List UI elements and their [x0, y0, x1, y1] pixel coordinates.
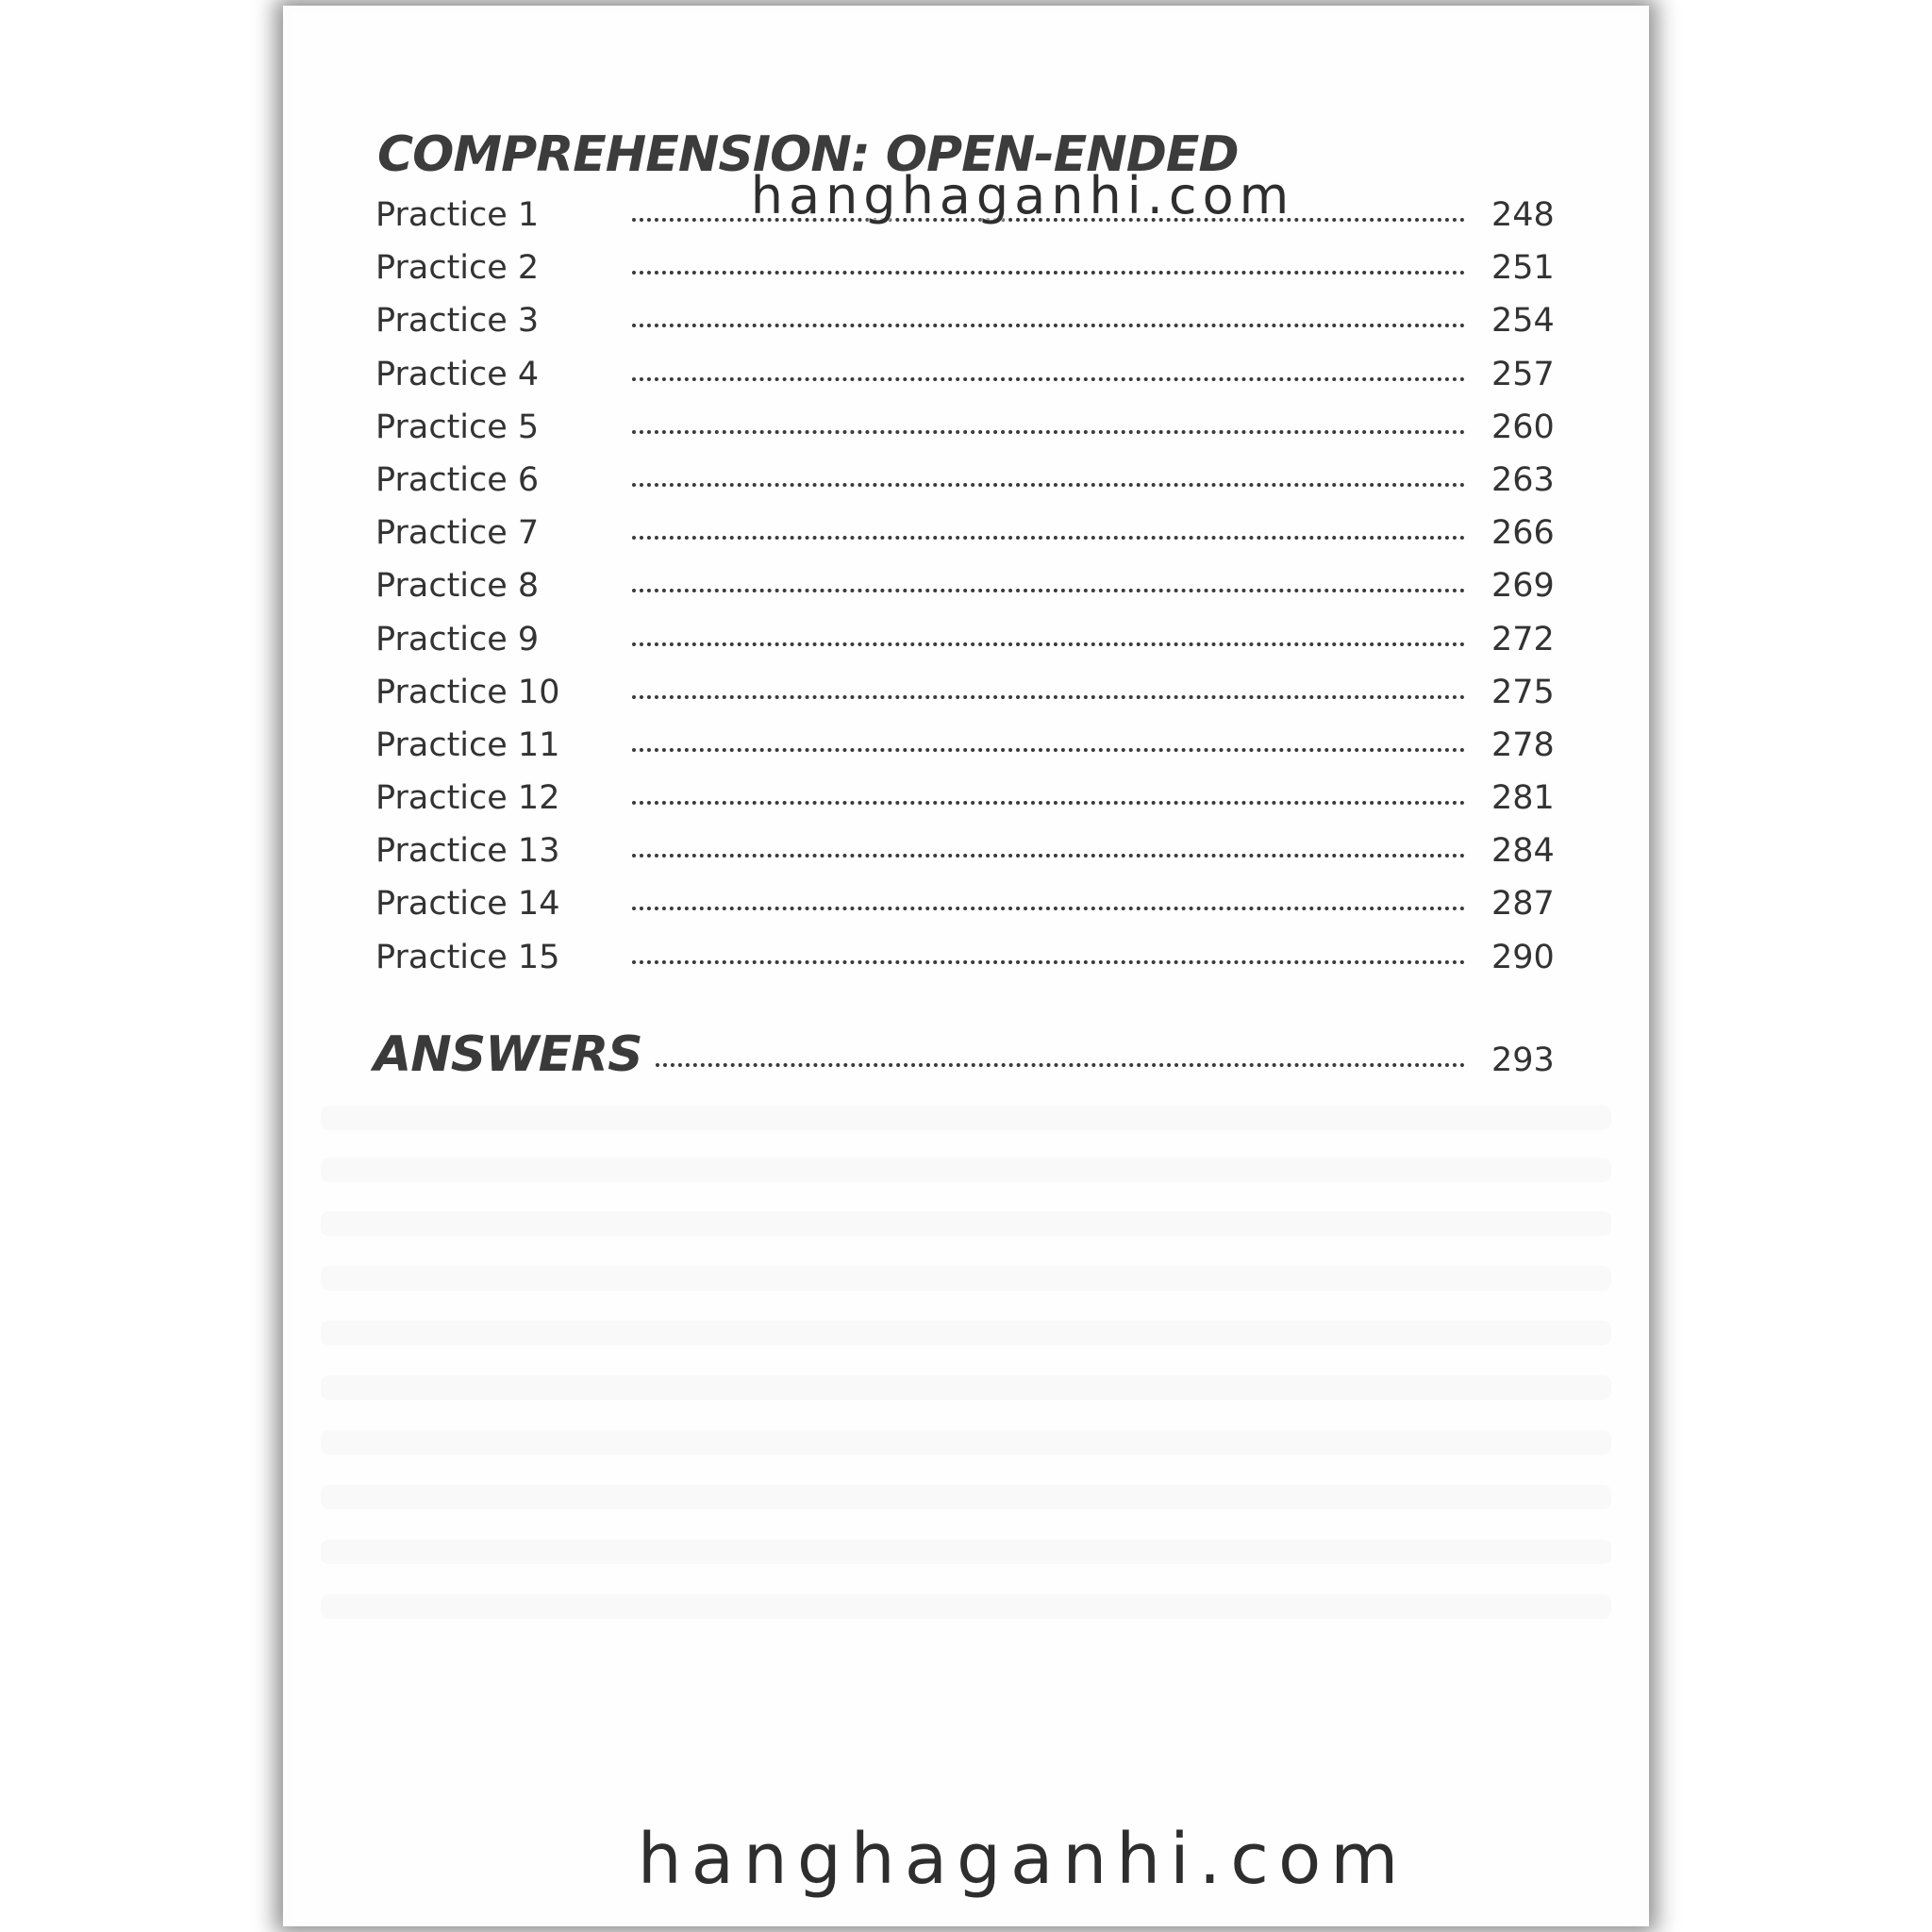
bleed-through-line	[321, 1594, 1611, 1619]
dot-leader	[632, 695, 1465, 699]
toc-entry[interactable]	[375, 567, 1555, 620]
toc-entry-label: Practice 7	[375, 514, 540, 553]
dot-leader	[632, 960, 1465, 964]
dot-leader	[632, 430, 1465, 434]
toc-entry-page: 254	[1491, 302, 1555, 341]
bleed-through-line	[321, 1321, 1611, 1345]
toc-entry[interactable]	[375, 779, 1555, 832]
bleed-through-line	[321, 1106, 1611, 1130]
toc-entry-label: Practice 1	[375, 196, 540, 234]
dot-leader	[632, 748, 1465, 752]
toc-entry-page: 248	[1491, 196, 1555, 234]
toc-entry[interactable]	[375, 673, 1555, 726]
toc-entry[interactable]	[375, 514, 1555, 567]
bleed-through-line	[321, 1158, 1611, 1182]
watermark-bottom: hanghaganhi.com	[637, 1819, 1408, 1900]
dot-leader	[656, 1063, 1465, 1067]
toc-entry-label: Practice 15	[375, 938, 560, 976]
dot-leader	[632, 589, 1465, 592]
toc-entry-label: Practice 12	[375, 779, 560, 818]
toc-entry-label: Practice 11	[375, 725, 560, 764]
toc-entry-page: 272	[1491, 620, 1555, 658]
toc-entry-page: 251	[1491, 249, 1555, 288]
toc-entry-label: Practice 10	[375, 673, 560, 711]
toc-entry-label: Practice 9	[375, 620, 540, 658]
section-heading: COMPREHENSION: OPEN-ENDED	[377, 126, 1239, 183]
toc-entry[interactable]	[375, 885, 1555, 938]
toc-entry[interactable]	[375, 725, 1555, 779]
toc-entry[interactable]	[375, 620, 1555, 674]
toc-entry[interactable]	[375, 355, 1555, 408]
bleed-through-line	[321, 1540, 1611, 1564]
dot-leader	[632, 854, 1465, 858]
toc-entry[interactable]	[375, 938, 1555, 991]
toc-entry-page: 269	[1491, 567, 1555, 606]
document-page	[292, 11, 1640, 1921]
toc-entry-page: 266	[1491, 514, 1555, 553]
toc-entry-label: Practice 13	[375, 832, 560, 871]
dot-leader	[632, 801, 1465, 805]
answers-page-number: 293	[1491, 1041, 1555, 1079]
toc-entry-label: Practice 8	[375, 567, 540, 606]
toc-entry[interactable]	[375, 460, 1555, 514]
watermark-top: hanghaganhi.com	[750, 166, 1295, 225]
toc-entry[interactable]	[375, 302, 1555, 355]
toc-entry[interactable]	[375, 408, 1555, 461]
toc-entry-page: 260	[1491, 408, 1555, 446]
toc-entry-label: Practice 3	[375, 302, 540, 341]
toc-entry-page: 287	[1491, 885, 1555, 924]
bleed-through-line	[321, 1485, 1611, 1509]
dot-leader	[632, 377, 1465, 381]
bleed-through-line	[321, 1375, 1611, 1400]
toc-entry-page: 257	[1491, 355, 1555, 393]
toc-entry-label: Practice 14	[375, 885, 560, 924]
toc-entry-label: Practice 6	[375, 460, 540, 499]
toc-entry-page: 278	[1491, 725, 1555, 764]
bleed-through-line	[321, 1266, 1611, 1291]
toc-entry-page: 290	[1491, 938, 1555, 976]
table-of-contents	[375, 196, 1555, 991]
dot-leader	[632, 483, 1465, 487]
bleed-through-line	[321, 1211, 1611, 1236]
toc-entry-page: 281	[1491, 779, 1555, 818]
dot-leader	[632, 907, 1465, 910]
toc-entry[interactable]	[375, 249, 1555, 302]
dot-leader	[632, 324, 1465, 327]
dot-leader	[632, 642, 1465, 646]
bleed-through-line	[321, 1430, 1611, 1455]
dot-leader	[632, 536, 1465, 540]
toc-entry-page: 275	[1491, 673, 1555, 711]
toc-entry-page: 284	[1491, 832, 1555, 871]
toc-entry[interactable]	[375, 832, 1555, 885]
answers-entry[interactable]	[374, 1026, 1555, 1083]
toc-entry-label: Practice 5	[375, 408, 540, 446]
toc-entry-label: Practice 2	[375, 249, 540, 288]
dot-leader	[632, 271, 1465, 275]
toc-entry-label: Practice 4	[375, 355, 540, 393]
toc-entry-page: 263	[1491, 460, 1555, 499]
answers-heading: ANSWERS	[374, 1026, 642, 1083]
